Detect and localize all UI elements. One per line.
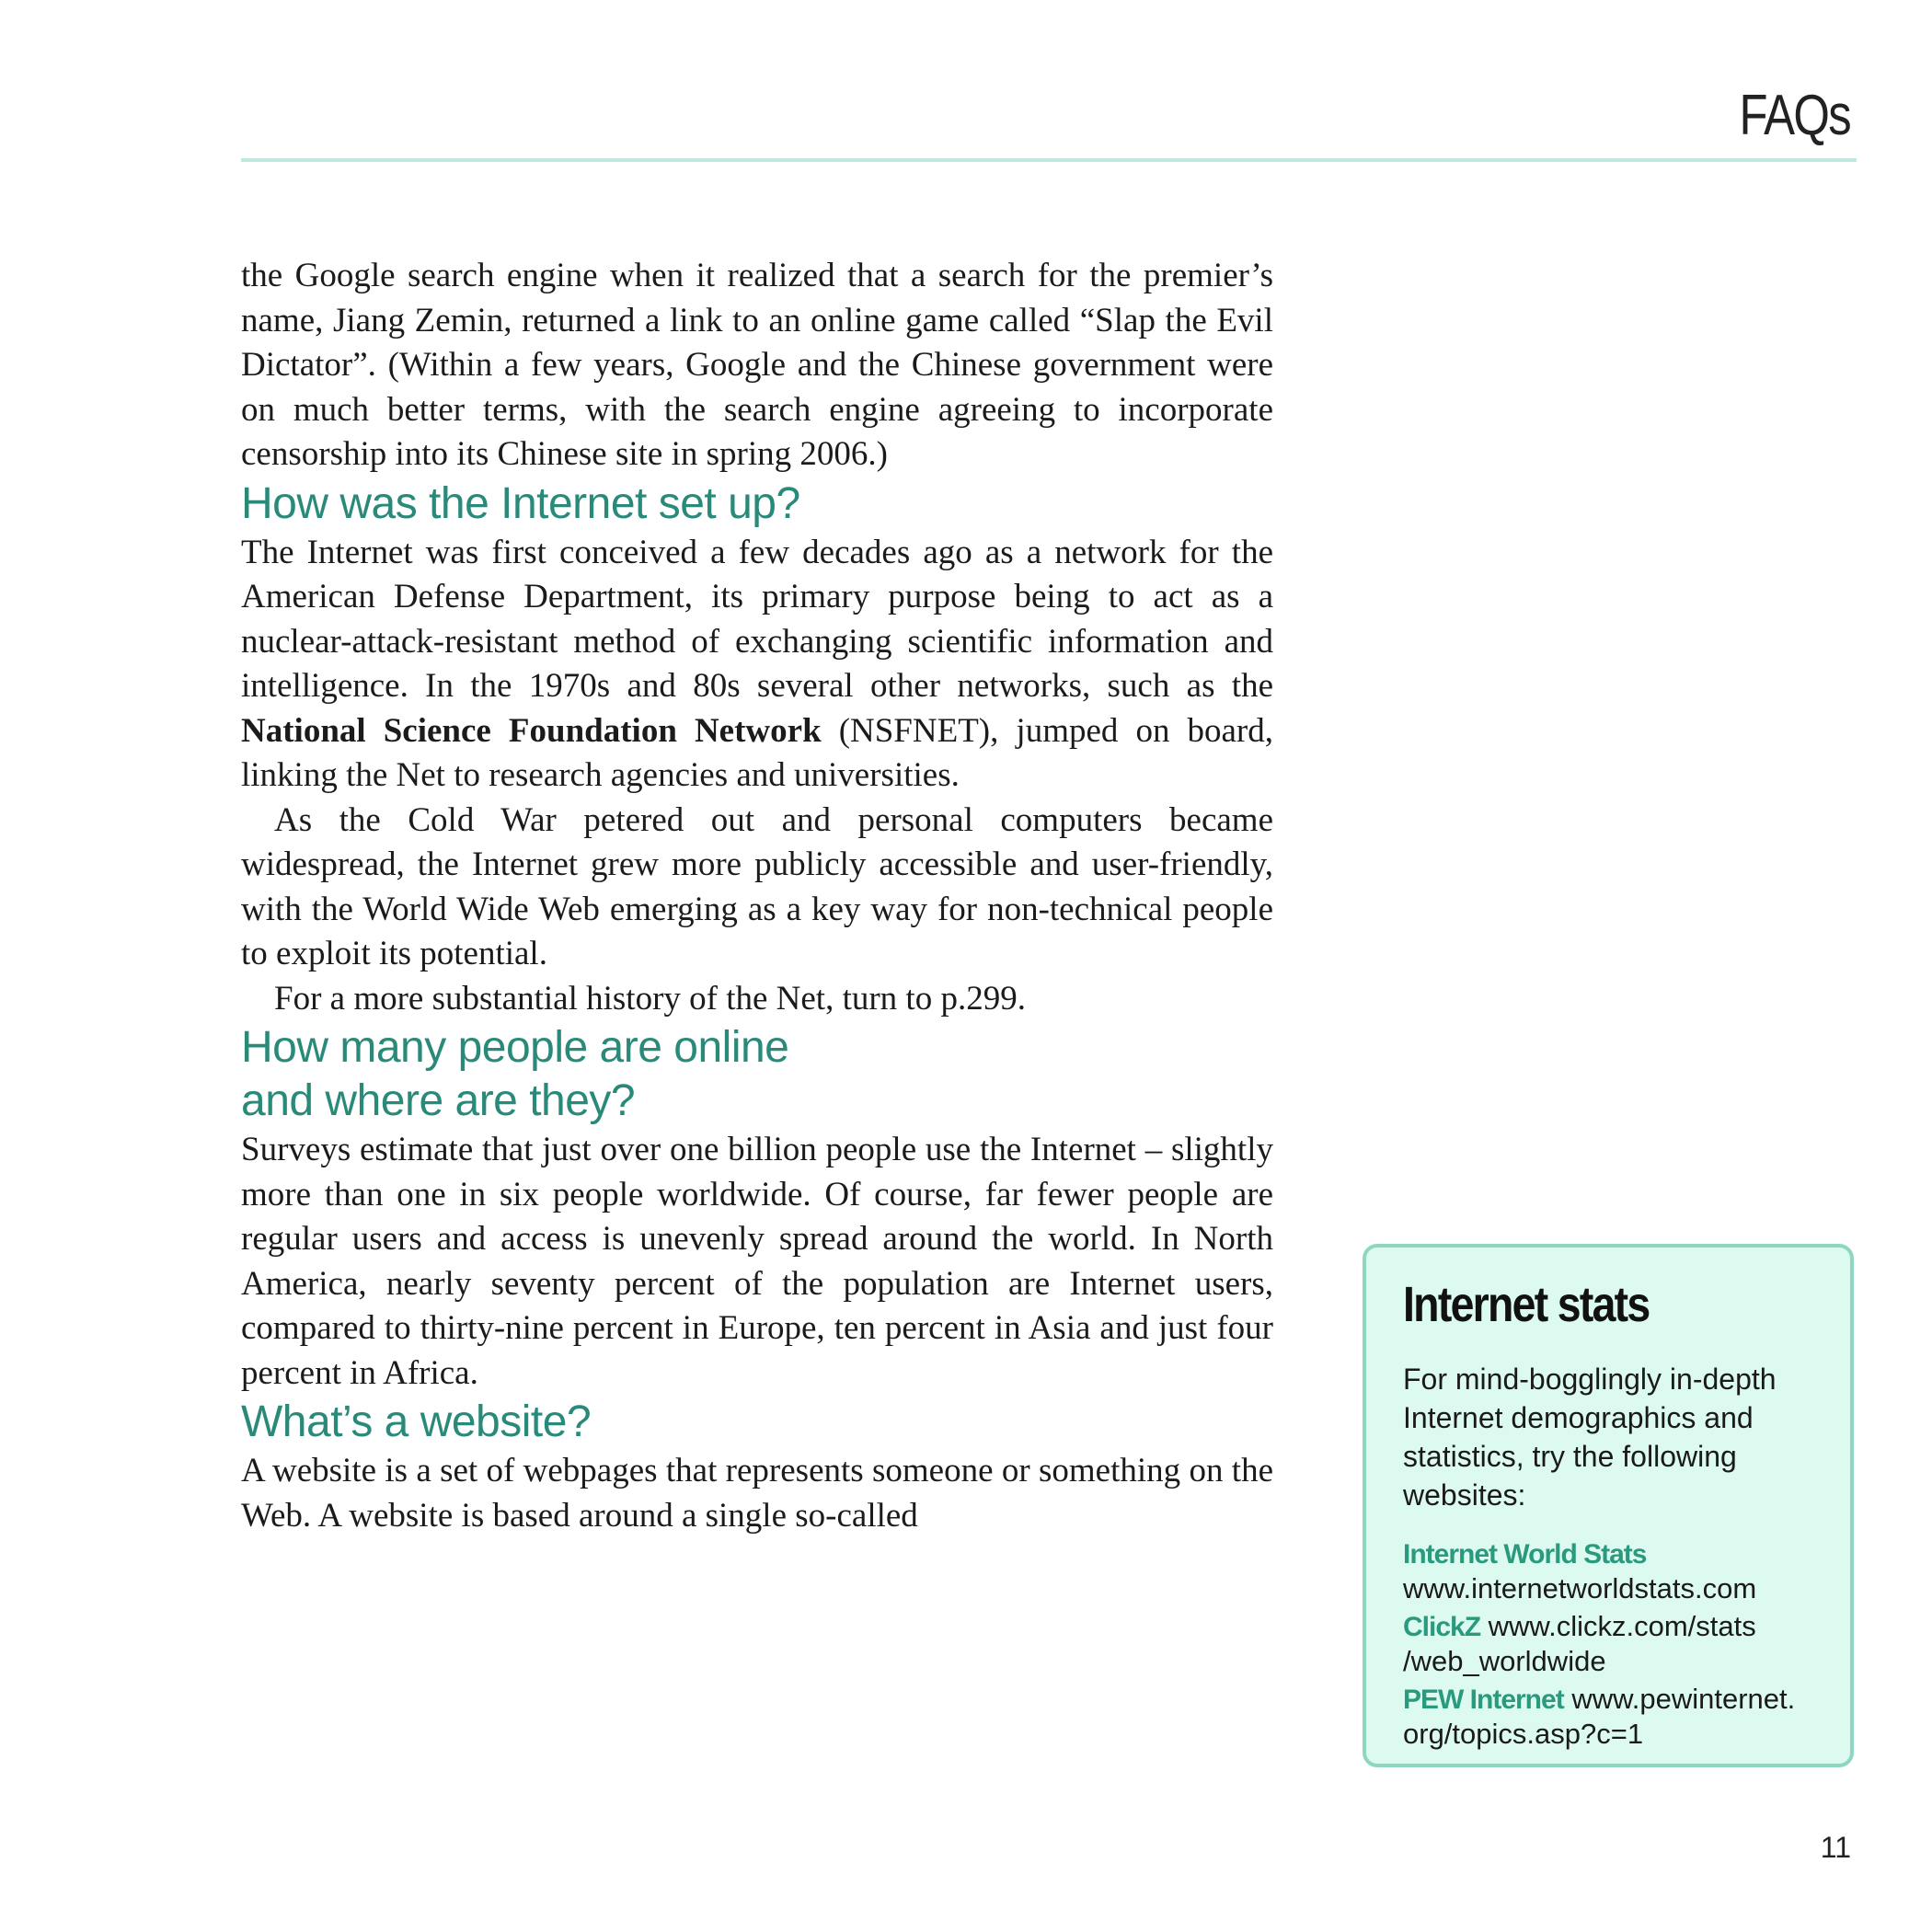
running-head: FAQs [1739,84,1850,147]
resource-url[interactable]: www.internetworldstats.com [1403,1572,1757,1604]
resource-name: Internet World Stats [1403,1539,1647,1570]
main-column [241,254,1273,1538]
setup-paragraph-1-start: The Internet was first conceived a few decades ago as a network for the American Defense Department, its primary purpose being to act as a nuclear-attack-resistant method of exchanging scientific information and intelligence. In the 1970s and 80s several other networks, such as the [241,533,1273,705]
sidebar-intro: For mind-bogglingly in-depth Internet demographics and statistics, try the following websites: [1403,1363,1777,1512]
list-item [1403,1609,1813,1678]
sidebar-resource-list [1403,1536,1813,1751]
setup-paragraph-1 [241,531,1273,799]
website-paragraph: A website is a set of webpages that represents someone or something on the Web. A website is based around a single so-called [241,1452,1273,1535]
internet-stats-sidebar [1363,1244,1854,1767]
sidebar-title: Internet stats [1403,1277,1650,1332]
header-rule [241,158,1857,162]
resource-url[interactable]: www.clickz.com/stats /web_worldwide [1403,1610,1756,1677]
page-number: 11 [1820,1831,1851,1864]
section-heading-internet-setup: How was the Internet set up? [241,478,800,528]
people-online-heading-line-1: How many people are online [241,1023,789,1072]
resource-name: ClickZ [1403,1612,1481,1642]
setup-paragraph-2: As the Cold War petered out and personal computers became widespread, the Internet grew more publicly accessible and user-friendly, with the World Wide Web emerging as a key way for non-technical people to exploit its potential. [241,800,1273,972]
people-online-paragraph: Surveys estimate that just over one billion people use the Internet – slightly more than one in six people worldwide. Of course, far fewer people are regular users and access is unevenly spread around the world. In North America, nearly seventy percent of the population are Internet users, compared to thirty-nine percent in Europe, ten percent in Asia and just four percent in Africa. [241,1131,1273,1392]
setup-paragraph-1-end: (NSFNET), jumped on board, linking the Net to research agencies and universities. [241,711,1273,794]
people-online-heading-line-2: and where are they? [241,1076,636,1125]
list-item [1403,1536,1813,1605]
setup-paragraph-3: For a more substantial history of the Net, turn to p.299. [274,979,1026,1018]
nsfnet-bold-term: National Science Foundation Network [241,711,822,750]
resource-name: PEW Internet [1403,1685,1564,1715]
section-heading-people-online [241,1021,1273,1128]
intro-paragraph: the Google search engine when it realized that a search for the premier’s name, Jiang Zemin, returned a link to an online game called “Slap the Evil Dictator”. (Within a few years, Google and the Chinese government were on much better terms, with the search engine agreeing to incorporate censorship into its Chinese site in spring 2006.) [241,257,1273,473]
section-heading-website: What’s a website? [241,1397,592,1446]
resource-url[interactable]: www.pewinternet. org/topics.asp?c=1 [1403,1683,1796,1750]
list-item [1403,1682,1813,1751]
